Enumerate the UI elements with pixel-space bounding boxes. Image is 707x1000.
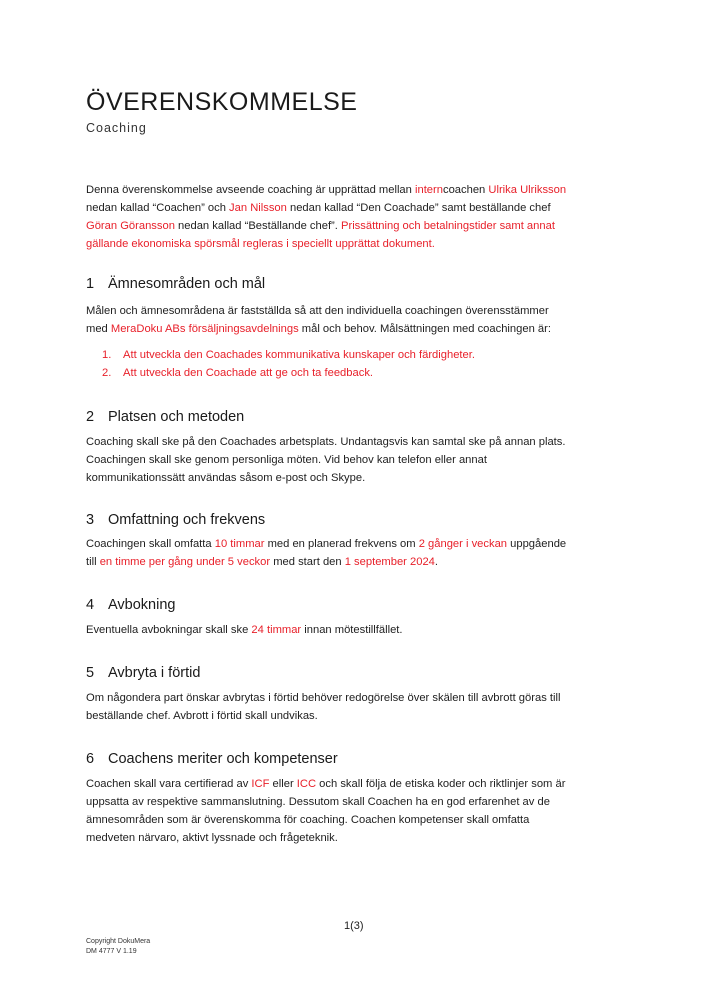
document-title: ÖVERENSKOMMELSE — [86, 88, 358, 116]
section-heading-3: 3 Omfattning och frekvens — [86, 512, 266, 528]
section-4-paragraph: Eventuella avbokningar skall ske 24 timmar innan mötestillfället. — [86, 624, 403, 636]
footer-doc-id: DM 4777 V 1.19 — [86, 948, 137, 955]
section-heading-5: 5 Avbryta i förtid — [86, 665, 201, 681]
section-heading-1: 1 Ämnesområden och mål — [86, 276, 266, 292]
document-subtitle: Coaching — [86, 121, 147, 135]
section-heading-4: 4 Avbokning — [86, 597, 176, 613]
section-3-paragraph: Coachingen skall omfatta 10 timmar med en planerad frekvens om 2 gånger i veckan uppgående till en timme per gång under 5 veckor med start den 1 september 2024. — [86, 538, 567, 568]
page-number: 1(3) — [344, 920, 364, 932]
list-item: 1. Att utveckla den Coachades kommunikativa kunskaper och färdigheter. — [102, 349, 475, 361]
section-1-paragraph: Målen och ämnesområdena är fastställda så att den individuella coachingen överensstämmer med MeraDoku ABs försäljningsavdelnings mål och behov. Målsättningen med coachingen är: — [86, 305, 551, 335]
footer-copyright: Copyright DokuMera — [86, 938, 151, 945]
section-2-paragraph: Coaching skall ske på den Coachades arbetsplats. Undantagsvis kan samtal ske på annan plats. Coachingen skall ske genom personliga möten. Vid behov kan telefon eller annat kommunikationssätt användas såsom e-post och Skype. — [86, 436, 566, 484]
goals-list — [102, 346, 475, 382]
section-heading-6: 6 Coachens meriter och kompetenser — [86, 751, 338, 767]
section-5-paragraph: Om någondera part önskar avbrytas i förtid behöver redogörelse över skälen till avbrott göras till beställande chef. Avbrott i förtid skall undvikas. — [86, 692, 561, 722]
document-page — [86, 0, 626, 1000]
footer — [86, 937, 150, 957]
intro-paragraph: Denna överenskommelse avseende coaching är upprättad mellan interncoachen Ulrika Ulriksson nedan kallad “Coachen” och Jan Nilsson nedan kallad “Den Coachade” samt beställande chef Göran Göransson nedan kallad “Beställande chef”. Prissättning och betalningstider samt annat gällande ekonomiska spörsmål regleras i speciellt upprättat dokument. — [86, 184, 567, 250]
section-6-paragraph: Coachen skall vara certifierad av ICF eller ICC och skall följa de etiska koder och riktlinjer som är uppsatta av respektive sammanslutning. Dessutom skall Coachen ha en god erfarenhet av de ämnesområden som är överenskomma för coaching. Coachen kompetenser skall omfatta medveten närvaro, aktivt lyssnade och frågeteknik. — [86, 778, 566, 844]
list-item: 2. Att utveckla den Coachade att ge och ta feedback. — [102, 367, 374, 379]
section-heading-2: 2 Platsen och metoden — [86, 409, 245, 425]
